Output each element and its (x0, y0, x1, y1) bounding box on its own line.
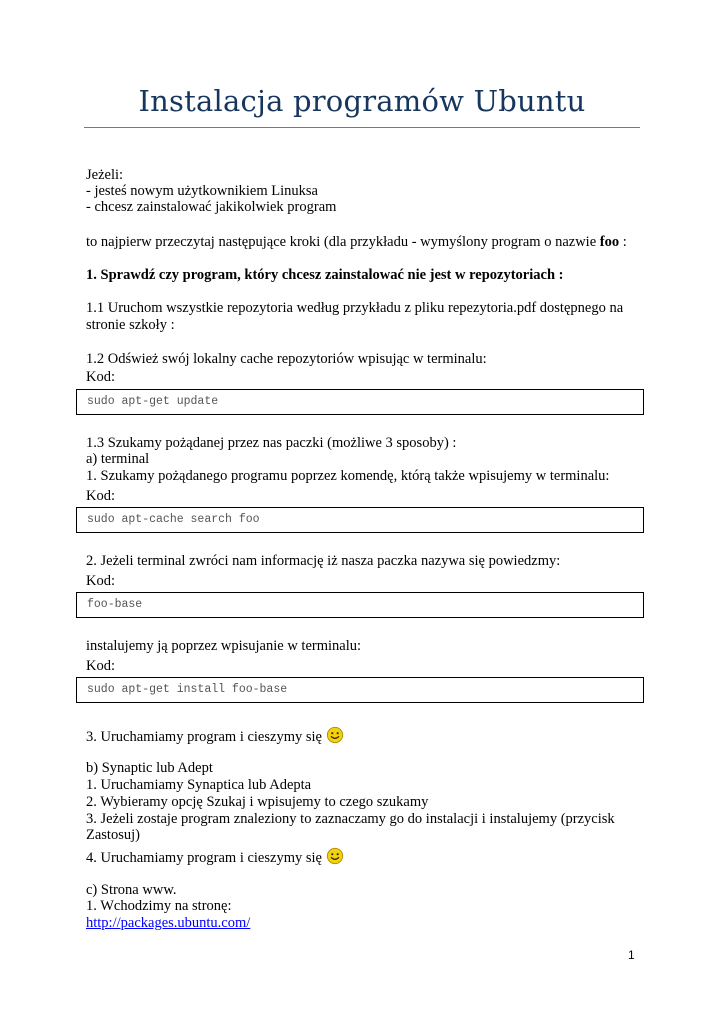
intro-line-2: - jesteś nowym użytkownikiem Linuksa (86, 183, 318, 199)
option-c-line-1: c) Strona www. (86, 882, 177, 898)
step1-1-line-2: stronie szkoły : (86, 317, 175, 333)
option-b-line-5: Zastosuj) (86, 827, 140, 843)
install-text: instalujemy ją poprzez wpisujanie w terminalu: (86, 638, 362, 654)
kod-label: Kod: (86, 658, 115, 674)
step3-line (86, 726, 344, 746)
step1-heading: 1. Sprawdź czy program, który chcesz zainstalować nie jest w repozytoriach : (86, 267, 564, 283)
kod-label: Kod: (86, 369, 115, 385)
code-block-package: foo-base (76, 592, 644, 618)
document-title: Instalacja programów Ubuntu (138, 84, 586, 118)
step1-3-line-1: 1.3 Szukamy pożądanej przez nas paczki (możliwe 3 sposoby) : (86, 435, 457, 451)
packages-ubuntu-link[interactable]: http://packages.ubuntu.com/ (86, 915, 251, 931)
code-block-install: sudo apt-get install foo-base (76, 677, 644, 703)
step1-3-line-3: 1. Szukamy pożądanego programu poprzez komendę, którą także wpisujemy w terminalu: (86, 468, 610, 484)
option-b-line-3: 2. Wybieramy opcję Szukaj i wpisujemy to czego szukamy (86, 794, 429, 810)
intro-line-4-text: to najpierw przeczytaj następujące kroki (dla przykładu - wymyślony program o nazwie (86, 234, 600, 250)
smiley-icon (326, 726, 344, 744)
option-b-line-1: b) Synaptic lub Adept (86, 760, 213, 776)
intro-program-name: foo (599, 234, 620, 250)
option-c-line-2: 1. Wchodzimy na stronę: (86, 898, 232, 914)
intro-line-4 (86, 233, 627, 251)
option-b-line-6-text: 4. Uruchamiamy program i cieszymy się (86, 850, 322, 866)
code-block-update: sudo apt-get update (76, 389, 644, 415)
smiley-icon (326, 847, 344, 865)
option-b-line-2: 1. Uruchamiamy Synaptica lub Adepta (86, 777, 312, 793)
title-underline (84, 127, 640, 128)
intro-line-3: - chcesz zainstalować jakikolwiek program (86, 199, 337, 215)
step3-text: 3. Uruchamiamy program i cieszymy się (86, 729, 322, 745)
option-b-line-6 (86, 847, 344, 867)
intro-line-1: Jeżeli: (86, 167, 124, 183)
step1-3-line-2: a) terminal (86, 451, 150, 467)
option-b-line-4: 3. Jeżeli zostaje program znaleziony to zaznaczamy go do instalacji i instalujemy (przycisk (86, 811, 615, 827)
intro-line-4-end: : (619, 234, 627, 250)
kod-label: Kod: (86, 573, 115, 589)
step2-text: 2. Jeżeli terminal zwróci nam informację iż nasza paczka nazywa się powiedzmy: (86, 553, 561, 569)
step1-2-text: 1.2 Odśwież swój lokalny cache repozytoriów wpisując w terminalu: (86, 351, 487, 367)
page-number: 1 (628, 948, 635, 962)
code-block-search: sudo apt-cache search foo (76, 507, 644, 533)
step1-1-line-1: 1.1 Uruchom wszystkie repozytoria według przykładu z pliku repezytoria.pdf dostępnego na (86, 300, 624, 316)
kod-label: Kod: (86, 488, 115, 504)
